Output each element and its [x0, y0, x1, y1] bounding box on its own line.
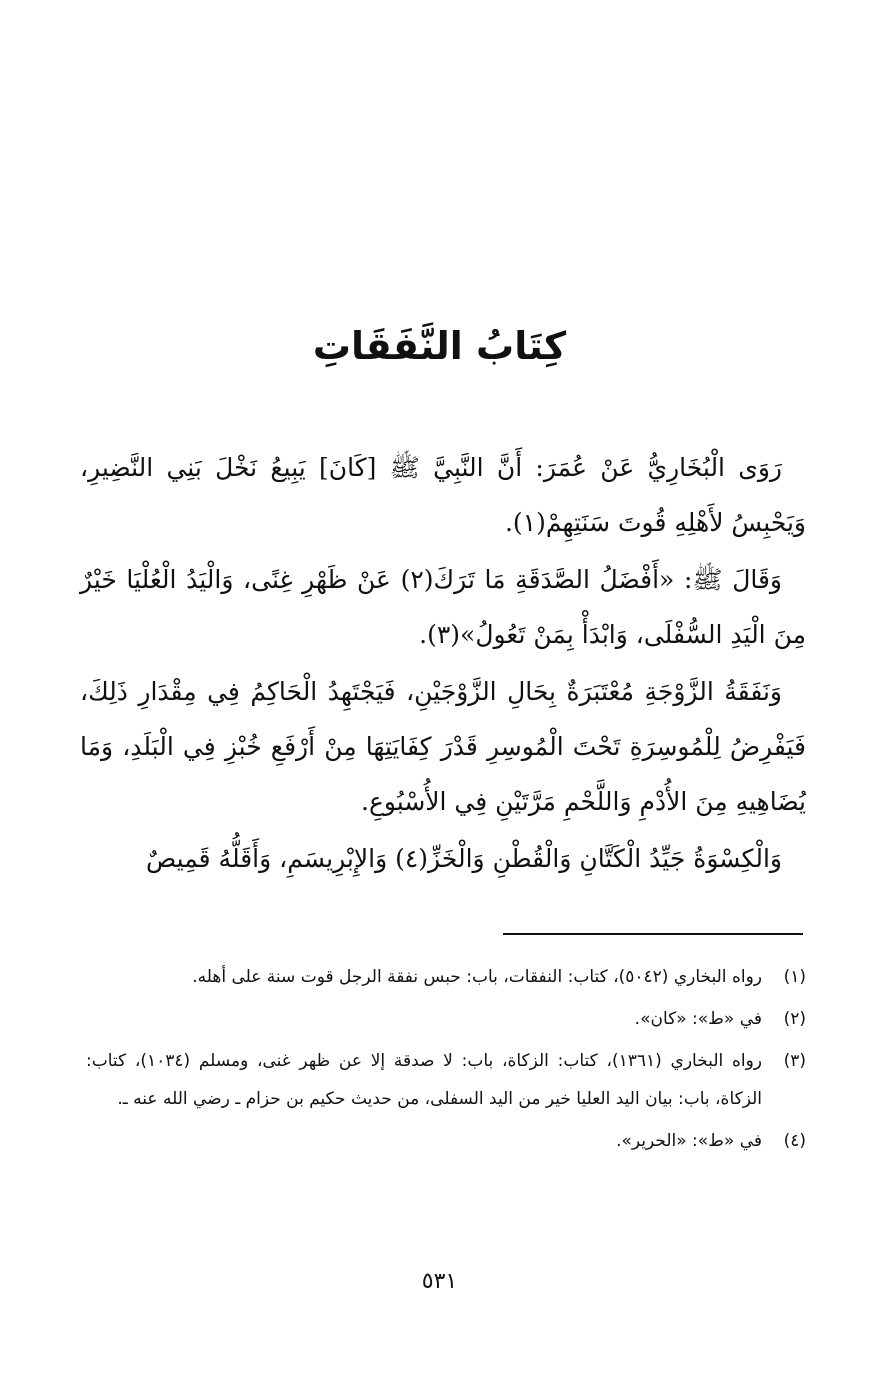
footnote-text: في «ط»: «الحرير».	[616, 1131, 762, 1151]
paragraph: وَالْكِسْوَةُ جَيِّدُ الْكَتَّانِ وَالْقُطْنِ وَالْخَزِّ(٤) وَالإِبْرِيسَمِ، وَأَقَلُّهُ قَمِيصٌ	[146, 844, 782, 873]
footnote-number: (١)	[783, 967, 806, 987]
footnote-text: رواه البخاري (١٣٦١)، كتاب: الزكاة، باب: لا صدقة إلا عن ظهر غنى، ومسلم (١٠٣٤)، كتاب: الزكاة، باب: بيان اليد العليا خير من اليد السفلى، من حديث حكيم بن حزام ـ رضي الله عنه ـ.	[86, 1051, 762, 1109]
footnote-text: رواه البخاري (٥٠٤٢)، كتاب: النفقات، باب: حبس نفقة الرجل قوت سنة على أهله.	[192, 967, 762, 987]
chapter-title: كِتَابُ النَّفَقَاتِ	[312, 324, 567, 368]
footnote-number: (٤)	[783, 1131, 806, 1151]
page-number: ٥٣١	[421, 1269, 458, 1294]
footnote	[86, 1000, 806, 1038]
paragraph: وَقَالَ ﷺ: «أَفْضَلُ الصَّدَقَةِ مَا تَرَكَ(٢) عَنْ ظَهْرِ غِنًى، وَالْيَدُ الْعُلْيَا خَيْرٌ مِنَ الْيَدِ السُّفْلَى، وَابْدَأْ بِمَنْ تَعُولُ»(٣).	[80, 565, 806, 649]
footnote-divider	[503, 933, 803, 935]
footnote	[86, 1042, 806, 1118]
footnote-text: في «ط»: «كان».	[634, 1009, 762, 1029]
footnotes	[86, 958, 806, 1164]
footnote-number: (٢)	[783, 1009, 806, 1029]
paragraph: رَوَى الْبُخَارِيُّ عَنْ عُمَرَ: أَنَّ النَّبِيَّ ﷺ [كَانَ] يَبِيعُ نَخْلَ بَنِي النَّضِيرِ، وَيَحْبِسُ لأَهْلِهِ قُوتَ سَنَتِهِمْ(١).	[80, 453, 806, 537]
main-text	[80, 440, 806, 888]
footnote	[86, 958, 806, 996]
footnote-number: (٣)	[783, 1051, 806, 1071]
paragraph: وَنَفَقَةُ الزَّوْجَةِ مُعْتَبَرَةٌ بِحَالِ الزَّوْجَيْنِ، فَيَجْتَهِدُ الْحَاكِمُ فِي مِقْدَارِ ذَلِكَ، فَيَفْرِضُ لِلْمُوسِرَةِ تَحْتَ الْمُوسِرِ قَدْرَ كِفَايَتِهَا مِنْ أَرْفَعِ خُبْزِ فِي الْبَلَدِ، وَمَا يُضَاهِيهِ مِنَ الأُدْمِ وَاللَّحْمِ مَرَّتَيْنِ فِي الأُسْبُوعِ.	[80, 677, 806, 816]
footnote	[86, 1122, 806, 1160]
